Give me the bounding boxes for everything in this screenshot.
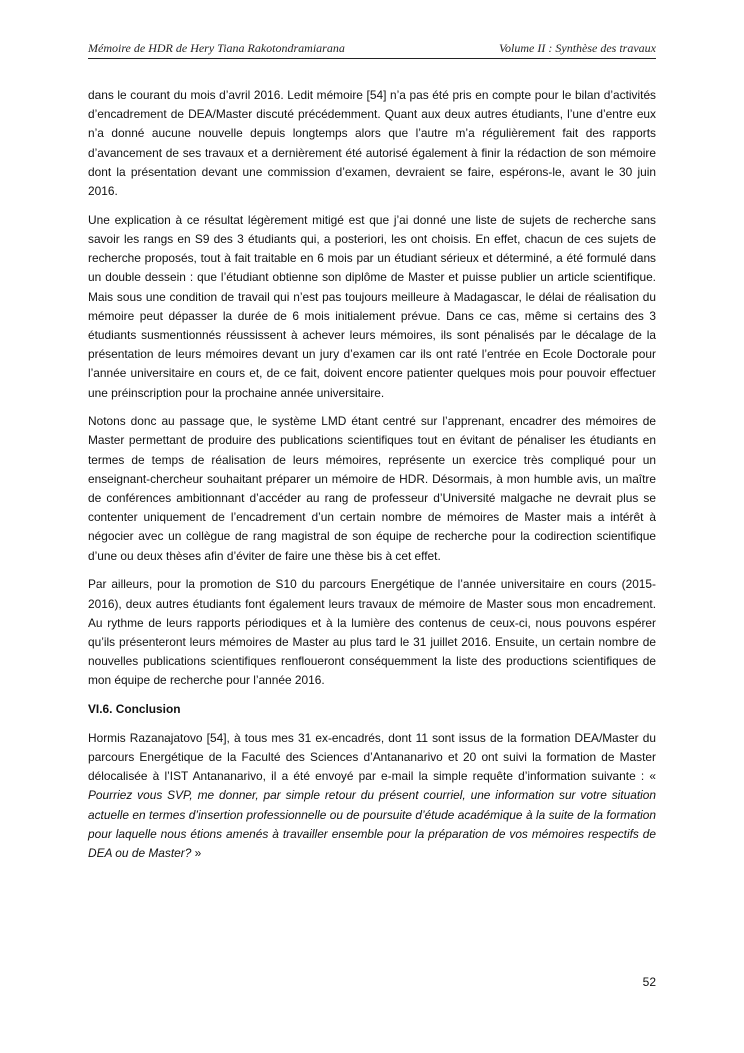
conclusion-paragraph: [88, 729, 656, 863]
page-number: 52: [642, 975, 656, 989]
conclusion-intro: Hormis Razanajatovo [54], à tous mes 31 ex-encadrés, dont 11 sont issus de la formation DEA/Master du parcours Energétique de la Faculté des Sciences d’Antananarivo et 20 ont suivi la formation de Master délocalisée à l’IST Antananarivo, il a été envoyé par e-mail la simple requête d’information suivante : «: [88, 730, 656, 784]
conclusion-quote: Pourriez vous SVP, me donner, par simple retour du présent courriel, une information sur votre situation actuelle en termes d’insertion professionnelle ou de poursuite d’étude académique à la suite de la formation pour laquelle nous étions amenés à travailler ensemble pour la préparation de vos mémoires respectifs de DEA ou de Master?: [88, 788, 656, 861]
paragraph-4: Par ailleurs, pour la promotion de S10 du parcours Energétique de l’année universitaire en cours (2015-2016), deux autres étudiants font également leurs travaux de mémoire de Master sous mon encadrement. Au rythme de leurs rapports périodiques et à la lumière des contenus de ceux-ci, nous pouvons espérer qu’ils présenteront leurs mémoires de Master au plus tard le 31 juillet 2016. Ensuite, un certain nombre de nouvelles publications scientifiques renfloueront conséquemment la liste des productions scientifiques de mon équipe de recherche pour l’année 2016.: [88, 577, 656, 688]
conclusion-outro: »: [191, 846, 202, 861]
header-volume-title: Volume II : Synthèse des travaux: [499, 41, 656, 55]
paragraph-3: Notons donc au passage que, le système LMD étant centré sur l’apprenant, encadrer des mémoires de Master permettant de produire des publications scientifiques tout en évitant de pénaliser les étudiants en termes de temps de réalisation de leurs mémoires, représente un exercice très compliqué pour un enseignant-chercheur souhaitant préparer un mémoire de HDR. Désormais, à mon humble avis, un maître de conférences ambitionnant d’accéder au rang de professeur d’Université malgache ne devrait plus se contenter uniquement de l’encadrement d’un certain nombre de mémoires de Master mais a intérêt à négocier avec un collègue de rang magistral de son équipe de recherche pour la codirection scientifique d’une ou deux thèses afin d’éviter de faire une thèse bis à cet effet.: [88, 414, 656, 563]
page-header: [88, 40, 656, 59]
header-author-title: Mémoire de HDR de Hery Tiana Rakotondramiarana: [88, 41, 345, 55]
page-body: [88, 86, 656, 873]
paragraph-2: Une explication à ce résultat légèrement mitigé est que j’ai donné une liste de sujets de recherche sans savoir les rangs en S9 des 3 étudiants qui, a posteriori, les ont choisis. En effet, chacun de ces sujets de recherche proposés, tout à fait traitable en 6 mois par un étudiant sérieux et déterminé, a été formulé dans un double dessein : que l’étudiant obtienne son diplôme de Master et puisse publier un article scientifique. Mais sous une condition de travail qui n’est pas toujours meilleure à Madagascar, le délai de réalisation du mémoire peut dépasser la durée de 6 mois initialement prévue. Dans ce cas, même si certains des 3 étudiants susmentionnés réussissent à achever leurs mémoires, ils sont pénalisés par le décalage de la présentation de leurs mémoires devant un jury d’examen car ils ont raté l’entrée en Ecole Doctorale pour l’année universitaire en cours et, de ce fait, doivent encore patienter quelques mois pour pouvoir effectuer une préinscription pour la prochaine année universitaire.: [88, 212, 656, 400]
paragraph-1: dans le courant du mois d’avril 2016. Ledit mémoire [54] n’a pas été pris en compte pour le bilan d’activités d’encadrement de DEA/Master discuté précédemment. Quant aux deux autres étudiants, l’une d’entre eux n’a donné aucune nouvelle depuis longtemps alors que l’autre m’a régulièrement fait des rapports d’avancement de ses travaux et a dernièrement été autorisé également à finir la rédaction de son mémoire dont la présentation devant une commission d’examen, devraient se faire, espérons-le, avant le 30 juin 2016.: [88, 88, 656, 199]
section-heading: VI.6. Conclusion: [88, 702, 181, 717]
